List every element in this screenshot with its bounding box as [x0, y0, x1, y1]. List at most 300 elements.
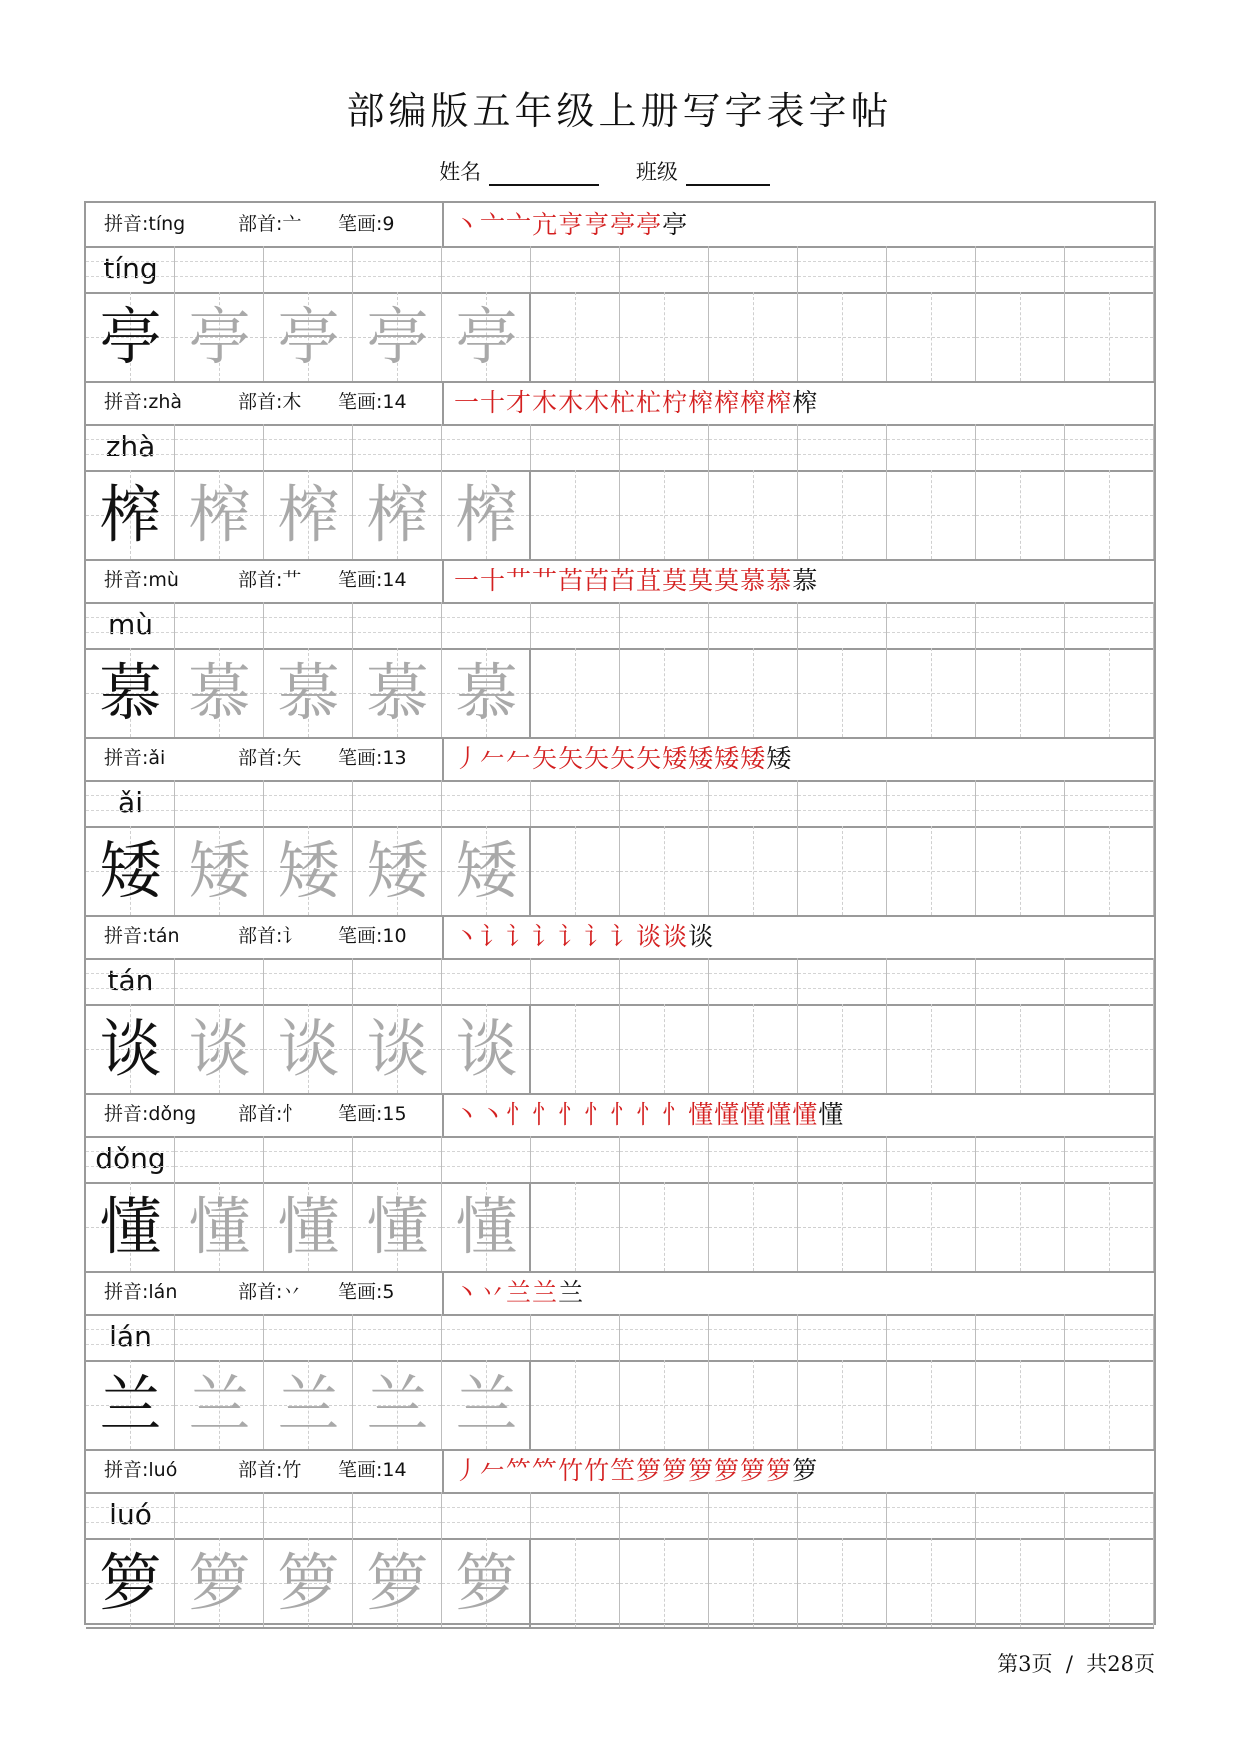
- stroke-step: 矢: [636, 744, 663, 773]
- pinyin-write-cell[interactable]: [620, 1136, 709, 1182]
- blank-write-cell[interactable]: [620, 1182, 709, 1271]
- pinyin-write-cell[interactable]: [531, 424, 620, 470]
- blank-write-cell[interactable]: [620, 470, 709, 559]
- pinyin-label-cell: [86, 424, 175, 470]
- class-label: 班级: [635, 160, 678, 184]
- stroke-step: 艹: [532, 566, 559, 595]
- blank-write-cell[interactable]: [620, 1360, 709, 1449]
- stroke-order: [454, 559, 818, 602]
- pinyin-write-cell[interactable]: [353, 1136, 442, 1182]
- model-char: 箩: [99, 1546, 162, 1619]
- stroke-step: 亭: [636, 210, 663, 239]
- char-block: [86, 381, 1154, 559]
- blank-write-cell[interactable]: [798, 1182, 887, 1271]
- blank-write-cell[interactable]: [531, 1004, 620, 1093]
- pinyin-write-cell[interactable]: [620, 602, 709, 648]
- trace-char: 兰: [277, 1368, 340, 1441]
- stroke-step: 苩: [558, 566, 585, 595]
- pinyin-write-cell[interactable]: [620, 1492, 709, 1538]
- blank-write-cell[interactable]: [709, 470, 798, 559]
- pinyin-write-cell[interactable]: [798, 602, 887, 648]
- pinyin-write-cell[interactable]: [175, 602, 264, 648]
- blank-write-cell[interactable]: [887, 648, 976, 737]
- blank-write-cell[interactable]: [709, 648, 798, 737]
- stroke-step: 讠: [584, 922, 611, 951]
- blank-write-cell[interactable]: [798, 1004, 887, 1093]
- blank-write-cell[interactable]: [1065, 1538, 1154, 1627]
- stroke-order: [454, 1271, 584, 1314]
- char-meta: [86, 1271, 444, 1314]
- radical-meta: 部首:讠: [238, 925, 302, 947]
- blank-write-cell[interactable]: [709, 1538, 798, 1627]
- pinyin-meta: 拼音:tíng: [104, 213, 186, 235]
- stroke-step: 兰: [506, 1278, 533, 1307]
- radical-meta: 部首:艹: [238, 569, 302, 591]
- pinyin-write-cell[interactable]: [976, 424, 1065, 470]
- name-field[interactable]: [489, 160, 599, 186]
- stroke-step: 箩: [636, 1456, 663, 1485]
- pinyin-meta: 拼音:lán: [104, 1281, 178, 1303]
- pinyin-write-cell[interactable]: [887, 1314, 976, 1360]
- pinyin-write-cell[interactable]: [887, 246, 976, 292]
- trace-char: 榨: [277, 478, 340, 551]
- pinyin-write-cell[interactable]: [442, 1314, 531, 1360]
- blank-write-cell[interactable]: [1065, 1360, 1154, 1449]
- trace-char-cell: [442, 470, 531, 559]
- pinyin-write-cell[interactable]: [709, 958, 798, 1004]
- pinyin-write-cell[interactable]: [709, 602, 798, 648]
- blank-write-cell[interactable]: [620, 292, 709, 381]
- blank-write-cell[interactable]: [798, 1538, 887, 1627]
- pinyin-write-cell[interactable]: [709, 1314, 798, 1360]
- blank-write-cell[interactable]: [531, 292, 620, 381]
- stroke-step: 谈: [636, 922, 663, 951]
- trace-char-cell: [442, 292, 531, 381]
- blank-write-cell[interactable]: [709, 1004, 798, 1093]
- pinyin-write-cell[interactable]: [709, 1492, 798, 1538]
- stroke-step: 木: [558, 388, 585, 417]
- pinyin-write-cell[interactable]: [709, 1136, 798, 1182]
- pinyin-write-cell[interactable]: [620, 958, 709, 1004]
- pinyin-write-cell[interactable]: [353, 1492, 442, 1538]
- char-row: [86, 1182, 1154, 1273]
- radical-meta: 部首:木: [238, 391, 302, 413]
- char-row: [86, 1004, 1154, 1095]
- stroke-step: 丿: [454, 1456, 481, 1485]
- pinyin-write-cell[interactable]: [976, 1492, 1065, 1538]
- radical-meta: 部首:丷: [238, 1281, 302, 1303]
- pinyin-write-cell[interactable]: [887, 958, 976, 1004]
- blank-write-cell[interactable]: [531, 1538, 620, 1627]
- pinyin-row: [86, 958, 1154, 1006]
- stroke-step: 榨: [740, 388, 767, 417]
- trace-char: 慕: [455, 656, 518, 729]
- blank-write-cell[interactable]: [620, 648, 709, 737]
- pinyin-write-cell[interactable]: [264, 246, 353, 292]
- pinyin-write-cell[interactable]: [1065, 958, 1154, 1004]
- blank-write-cell[interactable]: [531, 1182, 620, 1271]
- blank-write-cell[interactable]: [798, 648, 887, 737]
- blank-write-cell[interactable]: [1065, 470, 1154, 559]
- pinyin-write-cell[interactable]: [531, 602, 620, 648]
- pinyin-write-cell[interactable]: [353, 424, 442, 470]
- pinyin-write-cell[interactable]: [709, 780, 798, 826]
- blank-write-cell[interactable]: [709, 826, 798, 915]
- class-field[interactable]: [686, 160, 770, 186]
- stroke-step: 丶: [480, 1100, 507, 1129]
- stroke-step: 柠: [662, 388, 689, 417]
- blank-write-cell[interactable]: [887, 470, 976, 559]
- page-separator: /: [1065, 1652, 1073, 1676]
- pinyin-write-cell[interactable]: [976, 246, 1065, 292]
- trace-char: 懂: [277, 1190, 340, 1263]
- stroke-step: 忄: [506, 1100, 533, 1129]
- stroke-step: 兰: [532, 1278, 559, 1307]
- pinyin-write-cell[interactable]: [531, 1492, 620, 1538]
- char-info-row: [86, 1093, 1154, 1138]
- stroke-step: 丶: [454, 922, 481, 951]
- pinyin-write-cell[interactable]: [976, 1136, 1065, 1182]
- blank-write-cell[interactable]: [976, 1538, 1065, 1627]
- trace-char: 谈: [366, 1012, 429, 1085]
- blank-write-cell[interactable]: [887, 826, 976, 915]
- pinyin-write-cell[interactable]: [264, 958, 353, 1004]
- stroke-step: 丶: [454, 210, 481, 239]
- stroke-step: 十: [480, 566, 507, 595]
- stroke-count-meta: 笔画:15: [338, 1103, 407, 1125]
- pinyin-write-cell[interactable]: [798, 1136, 887, 1182]
- pinyin-write-cell[interactable]: [620, 246, 709, 292]
- stroke-step: 箩: [792, 1456, 819, 1485]
- stroke-step: 一: [454, 388, 481, 417]
- char-row: [86, 292, 1154, 383]
- blank-write-cell[interactable]: [798, 1360, 887, 1449]
- blank-write-cell[interactable]: [976, 1004, 1065, 1093]
- stroke-count-meta: 笔画:14: [338, 569, 407, 591]
- trace-char-cell: [442, 826, 531, 915]
- pinyin-write-cell[interactable]: [709, 424, 798, 470]
- pinyin-write-cell[interactable]: [620, 780, 709, 826]
- trace-char-cell: [175, 1360, 264, 1449]
- pinyin-label-cell: [86, 780, 175, 826]
- trace-char: 箩: [455, 1546, 518, 1619]
- pinyin-label-cell: [86, 246, 175, 292]
- char-row: [86, 470, 1154, 561]
- page-total: 共28页: [1086, 1652, 1155, 1676]
- trace-char-cell: [442, 1360, 531, 1449]
- stroke-step: 慕: [766, 566, 793, 595]
- pinyin-write-cell[interactable]: [798, 958, 887, 1004]
- pinyin-write-cell[interactable]: [442, 780, 531, 826]
- stroke-step: 𠂉: [480, 1456, 507, 1485]
- blank-write-cell[interactable]: [709, 292, 798, 381]
- char-meta: [86, 203, 444, 246]
- pinyin-write-cell[interactable]: [353, 602, 442, 648]
- pinyin-write-cell[interactable]: [531, 780, 620, 826]
- pinyin-write-cell[interactable]: [887, 1136, 976, 1182]
- pinyin-write-cell[interactable]: [442, 424, 531, 470]
- pinyin-write-cell[interactable]: [531, 958, 620, 1004]
- stroke-step: 榨: [688, 388, 715, 417]
- trace-char: 兰: [366, 1368, 429, 1441]
- stroke-step: 苩: [610, 566, 637, 595]
- radical-meta: 部首:忄: [238, 1103, 302, 1125]
- stroke-step: 讠: [532, 922, 559, 951]
- stroke-step: 木: [532, 388, 559, 417]
- pinyin-label: mù: [107, 608, 154, 641]
- blank-write-cell[interactable]: [798, 292, 887, 381]
- name-label: 姓名: [439, 160, 482, 184]
- stroke-step: 𥫗: [506, 1456, 533, 1485]
- trace-char: 亭: [188, 300, 251, 373]
- char-meta: [86, 381, 444, 424]
- blank-write-cell[interactable]: [1065, 1182, 1154, 1271]
- char-info-row: [86, 1449, 1154, 1494]
- pinyin-write-cell[interactable]: [353, 1314, 442, 1360]
- pinyin-write-cell[interactable]: [442, 246, 531, 292]
- stroke-step: 谈: [662, 922, 689, 951]
- pinyin-label-cell: [86, 602, 175, 648]
- stroke-step: 艹: [506, 566, 533, 595]
- pinyin-write-cell[interactable]: [798, 246, 887, 292]
- pinyin-write-cell[interactable]: [887, 1492, 976, 1538]
- trace-char: 箩: [277, 1546, 340, 1619]
- blank-write-cell[interactable]: [798, 826, 887, 915]
- stroke-step: 慕: [740, 566, 767, 595]
- stroke-step: 忄: [636, 1100, 663, 1129]
- pinyin-write-cell[interactable]: [1065, 1492, 1154, 1538]
- pinyin-write-cell[interactable]: [175, 424, 264, 470]
- pinyin-write-cell[interactable]: [442, 602, 531, 648]
- stroke-step: 矢: [584, 744, 611, 773]
- pinyin-write-cell[interactable]: [1065, 1314, 1154, 1360]
- pinyin-write-cell[interactable]: [264, 1136, 353, 1182]
- char-row: [86, 1360, 1154, 1451]
- pinyin-write-cell[interactable]: [887, 780, 976, 826]
- stroke-step: 丶: [454, 1100, 481, 1129]
- pinyin-write-cell[interactable]: [620, 424, 709, 470]
- trace-char-cell: [353, 1004, 442, 1093]
- blank-write-cell[interactable]: [1065, 1004, 1154, 1093]
- blank-write-cell[interactable]: [887, 1538, 976, 1627]
- blank-write-cell[interactable]: [798, 470, 887, 559]
- trace-char: 矮: [455, 834, 518, 907]
- model-char: 慕: [99, 656, 162, 729]
- stroke-step: 榨: [714, 388, 741, 417]
- page-footer: [997, 1648, 1155, 1678]
- pinyin-write-cell[interactable]: [798, 780, 887, 826]
- pinyin-write-cell[interactable]: [264, 424, 353, 470]
- pinyin-write-cell[interactable]: [1065, 1136, 1154, 1182]
- radical-meta: 部首:矢: [238, 747, 302, 769]
- pinyin-write-cell[interactable]: [976, 602, 1065, 648]
- stroke-step: 讠: [506, 922, 533, 951]
- pinyin-write-cell[interactable]: [175, 1314, 264, 1360]
- stroke-step: 亠: [480, 210, 507, 239]
- stroke-step: 矮: [714, 744, 741, 773]
- pinyin-write-cell[interactable]: [175, 958, 264, 1004]
- char-info-row: [86, 1271, 1154, 1316]
- blank-write-cell[interactable]: [620, 1538, 709, 1627]
- blank-write-cell[interactable]: [976, 1360, 1065, 1449]
- trace-char: 谈: [188, 1012, 251, 1085]
- pinyin-write-cell[interactable]: [442, 1492, 531, 1538]
- char-block: [86, 1271, 1154, 1449]
- char-meta: [86, 915, 444, 958]
- pinyin-label-cell: [86, 1314, 175, 1360]
- stroke-step: 箩: [688, 1456, 715, 1485]
- pinyin-write-cell[interactable]: [887, 602, 976, 648]
- blank-write-cell[interactable]: [709, 1182, 798, 1271]
- stroke-step: 莫: [662, 566, 689, 595]
- char-info-row: [86, 915, 1154, 960]
- stroke-step: 懂: [714, 1100, 741, 1129]
- blank-write-cell[interactable]: [976, 826, 1065, 915]
- pinyin-write-cell[interactable]: [709, 246, 798, 292]
- pinyin-meta: 拼音:tán: [104, 925, 180, 947]
- model-char: 兰: [99, 1368, 162, 1441]
- trace-char-cell: [175, 292, 264, 381]
- pinyin-row: [86, 602, 1154, 650]
- pinyin-write-cell[interactable]: [531, 1314, 620, 1360]
- pinyin-write-cell[interactable]: [620, 1314, 709, 1360]
- char-info-row: [86, 381, 1154, 426]
- pinyin-label-cell: [86, 1492, 175, 1538]
- stroke-step: 慕: [792, 566, 819, 595]
- pinyin-write-cell[interactable]: [1065, 246, 1154, 292]
- pinyin-write-cell[interactable]: [1065, 780, 1154, 826]
- stroke-step: 矮: [740, 744, 767, 773]
- pinyin-write-cell[interactable]: [1065, 424, 1154, 470]
- stroke-order: [454, 381, 818, 424]
- page-number: 第3页: [997, 1652, 1053, 1676]
- blank-write-cell[interactable]: [709, 1360, 798, 1449]
- model-char-cell: [86, 1182, 175, 1271]
- trace-char: 慕: [366, 656, 429, 729]
- stroke-count-meta: 笔画:14: [338, 1459, 407, 1481]
- pinyin-write-cell[interactable]: [976, 958, 1065, 1004]
- stroke-order: [454, 737, 792, 780]
- stroke-step: 亢: [532, 210, 559, 239]
- blank-write-cell[interactable]: [531, 1360, 620, 1449]
- pinyin-write-cell[interactable]: [442, 1136, 531, 1182]
- pinyin-write-cell[interactable]: [264, 602, 353, 648]
- trace-char-cell: [264, 648, 353, 737]
- pinyin-write-cell[interactable]: [887, 424, 976, 470]
- model-char: 谈: [99, 1012, 162, 1085]
- blank-write-cell[interactable]: [1065, 292, 1154, 381]
- pinyin-write-cell[interactable]: [976, 780, 1065, 826]
- stroke-step: 矢: [610, 744, 637, 773]
- pinyin-write-cell[interactable]: [175, 780, 264, 826]
- pinyin-write-cell[interactable]: [353, 780, 442, 826]
- blank-write-cell[interactable]: [976, 470, 1065, 559]
- blank-write-cell[interactable]: [1065, 648, 1154, 737]
- char-block: [86, 203, 1154, 381]
- char-info-row: [86, 559, 1154, 604]
- pinyin-write-cell[interactable]: [264, 780, 353, 826]
- stroke-step: 丿: [454, 744, 481, 773]
- char-meta: [86, 1449, 444, 1492]
- pinyin-write-cell[interactable]: [531, 1136, 620, 1182]
- blank-write-cell[interactable]: [531, 648, 620, 737]
- pinyin-row: [86, 246, 1154, 294]
- pinyin-write-cell[interactable]: [175, 246, 264, 292]
- pinyin-write-cell[interactable]: [1065, 602, 1154, 648]
- pinyin-write-cell[interactable]: [175, 1136, 264, 1182]
- pinyin-write-cell[interactable]: [264, 1492, 353, 1538]
- blank-write-cell[interactable]: [620, 826, 709, 915]
- blank-write-cell[interactable]: [887, 1360, 976, 1449]
- stroke-step: 亨: [558, 210, 585, 239]
- char-row: [86, 648, 1154, 739]
- pinyin-meta: 拼音:dǒng: [104, 1103, 197, 1125]
- trace-char-cell: [264, 292, 353, 381]
- stroke-step: 榨: [792, 388, 819, 417]
- char-meta: [86, 1093, 444, 1136]
- stroke-step: 箩: [740, 1456, 767, 1485]
- trace-char-cell: [442, 1538, 531, 1627]
- trace-char-cell: [353, 1538, 442, 1627]
- stroke-order: [454, 203, 688, 246]
- blank-write-cell[interactable]: [976, 1182, 1065, 1271]
- blank-write-cell[interactable]: [1065, 826, 1154, 915]
- stroke-step: 笁: [610, 1456, 637, 1485]
- blank-write-cell[interactable]: [620, 1004, 709, 1093]
- pinyin-write-cell[interactable]: [798, 1492, 887, 1538]
- trace-char: 兰: [188, 1368, 251, 1441]
- stroke-step: 木: [584, 388, 611, 417]
- pinyin-write-cell[interactable]: [976, 1314, 1065, 1360]
- stroke-count-meta: 笔画:13: [338, 747, 407, 769]
- blank-write-cell[interactable]: [887, 1182, 976, 1271]
- blank-write-cell[interactable]: [976, 292, 1065, 381]
- trace-char-cell: [264, 1182, 353, 1271]
- trace-char: 懂: [455, 1190, 518, 1263]
- pinyin-row: [86, 1314, 1154, 1362]
- pinyin-write-cell[interactable]: [798, 1314, 887, 1360]
- stroke-step: 竹: [584, 1456, 611, 1485]
- trace-char: 榨: [188, 478, 251, 551]
- blank-write-cell[interactable]: [531, 826, 620, 915]
- pinyin-write-cell[interactable]: [798, 424, 887, 470]
- blank-write-cell[interactable]: [887, 1004, 976, 1093]
- char-block: [86, 1093, 1154, 1271]
- stroke-step: 懂: [818, 1100, 845, 1129]
- blank-write-cell[interactable]: [887, 292, 976, 381]
- blank-write-cell[interactable]: [976, 648, 1065, 737]
- trace-char: 榨: [455, 478, 518, 551]
- pinyin-write-cell[interactable]: [353, 958, 442, 1004]
- pinyin-write-cell[interactable]: [353, 246, 442, 292]
- pinyin-label: zhà: [105, 430, 156, 463]
- radical-meta: 部首:竹: [238, 1459, 302, 1481]
- pinyin-write-cell[interactable]: [531, 246, 620, 292]
- pinyin-label: ǎi: [118, 786, 143, 819]
- trace-char: 箩: [188, 1546, 251, 1619]
- pinyin-write-cell[interactable]: [442, 958, 531, 1004]
- stroke-step: 矢: [558, 744, 585, 773]
- model-char-cell: [86, 648, 175, 737]
- stroke-step: 丷: [480, 1278, 507, 1307]
- pinyin-write-cell[interactable]: [175, 1492, 264, 1538]
- stroke-step: 一: [454, 566, 481, 595]
- char-row: [86, 826, 1154, 917]
- pinyin-write-cell[interactable]: [264, 1314, 353, 1360]
- trace-char-cell: [442, 1004, 531, 1093]
- trace-char-cell: [264, 1360, 353, 1449]
- blank-write-cell[interactable]: [531, 470, 620, 559]
